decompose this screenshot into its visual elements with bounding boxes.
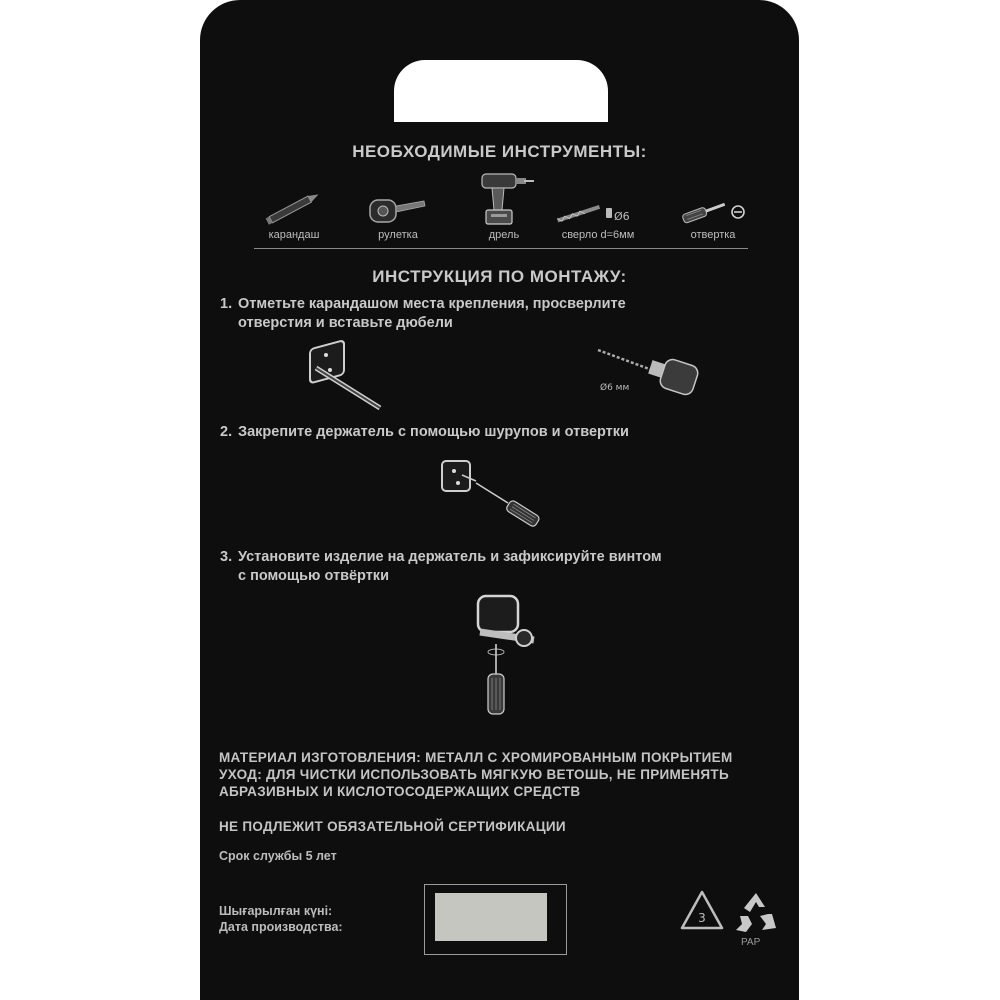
screwdriver-icon <box>672 168 754 228</box>
step-number: 3. <box>220 549 233 565</box>
packaging-card-back <box>200 0 799 1000</box>
tool-pencil <box>254 168 334 248</box>
step-3 <box>220 548 780 586</box>
step-number: 1. <box>220 296 233 312</box>
material-text: МАТЕРИАЛ ИЗГОТОВЛЕНИЯ: МЕТАЛЛ С ХРОМИРОВАННЫМ ПОКРЫТИЕМ <box>219 750 733 765</box>
care-text: УХОД: ДЛЯ ЧИСТКИ ИСПОЛЬЗОВАТЬ МЯГКУЮ ВЕТОШЬ, НЕ ПРИМЕНЯТЬ <box>219 767 729 782</box>
production-date-kz: Шығарылған күні: <box>219 904 333 918</box>
tools-heading: НЕОБХОДИМЫЕ ИНСТРУМЕНТЫ: <box>352 142 647 161</box>
product-info <box>219 749 789 800</box>
step-2 <box>220 423 780 442</box>
drill-bit-diameter: Ø6 <box>614 210 630 223</box>
tool-label: сверло d=6мм <box>561 229 635 241</box>
tools-divider <box>254 248 748 249</box>
production-date-ru: Дата производства: <box>219 920 343 934</box>
instructions-heading: ИНСТРУКЦИЯ ПО МОНТАЖУ: <box>372 267 627 286</box>
service-life-text: Срок службы 5 лет <box>219 849 337 863</box>
date-sticker <box>435 893 547 941</box>
drill-icon <box>464 168 544 228</box>
step-number: 2. <box>220 424 233 440</box>
tool-label: дрель <box>488 229 520 241</box>
step-text: отверстия и вставьте дюбели <box>238 315 453 331</box>
step-text: с помощью отвёртки <box>238 568 389 584</box>
recycle-paper-icon <box>732 890 780 936</box>
tool-label: отвертка <box>690 229 736 241</box>
tool-label: рулетка <box>378 229 418 241</box>
tape-measure-icon <box>358 168 438 228</box>
certification-text: НЕ ПОДЛЕЖИТ ОБЯЗАТЕЛЬНОЙ СЕРТИФИКАЦИИ <box>219 819 566 834</box>
drilling-illustration <box>592 340 702 410</box>
step-text: Установите изделие на держатель и зафиксируйте винтом <box>238 549 662 565</box>
step-1 <box>220 295 780 333</box>
production-date-box <box>424 884 567 955</box>
recycle-code-icon <box>678 888 726 936</box>
recycle-code-number: 3 <box>698 911 706 925</box>
step-text: Закрепите держатель с помощью шурупов и отвертки <box>238 424 629 440</box>
hang-hole-edge <box>394 88 608 122</box>
pencil-icon <box>254 168 334 228</box>
wall-mount-illustration <box>300 338 400 418</box>
tool-drill <box>464 168 544 248</box>
tool-tape-measure <box>358 168 438 248</box>
product-mounting-illustration <box>470 592 540 722</box>
care-text-continued: АБРАЗИВНЫХ И КИСЛОТОСОДЕРЖАЩИХ СРЕДСТВ <box>219 784 581 799</box>
step-text: Отметьте карандашом места крепления, просверлите <box>238 296 626 312</box>
tool-screwdriver <box>672 168 754 248</box>
tool-label: карандаш <box>268 229 320 241</box>
drill-note: Ø6 мм <box>600 383 630 393</box>
pap-label: PAP <box>741 937 761 948</box>
tool-drill-bit <box>550 168 646 248</box>
tools-row <box>254 168 748 248</box>
screw-fixing-illustration <box>436 455 556 535</box>
drill-bit-icon <box>550 168 646 228</box>
